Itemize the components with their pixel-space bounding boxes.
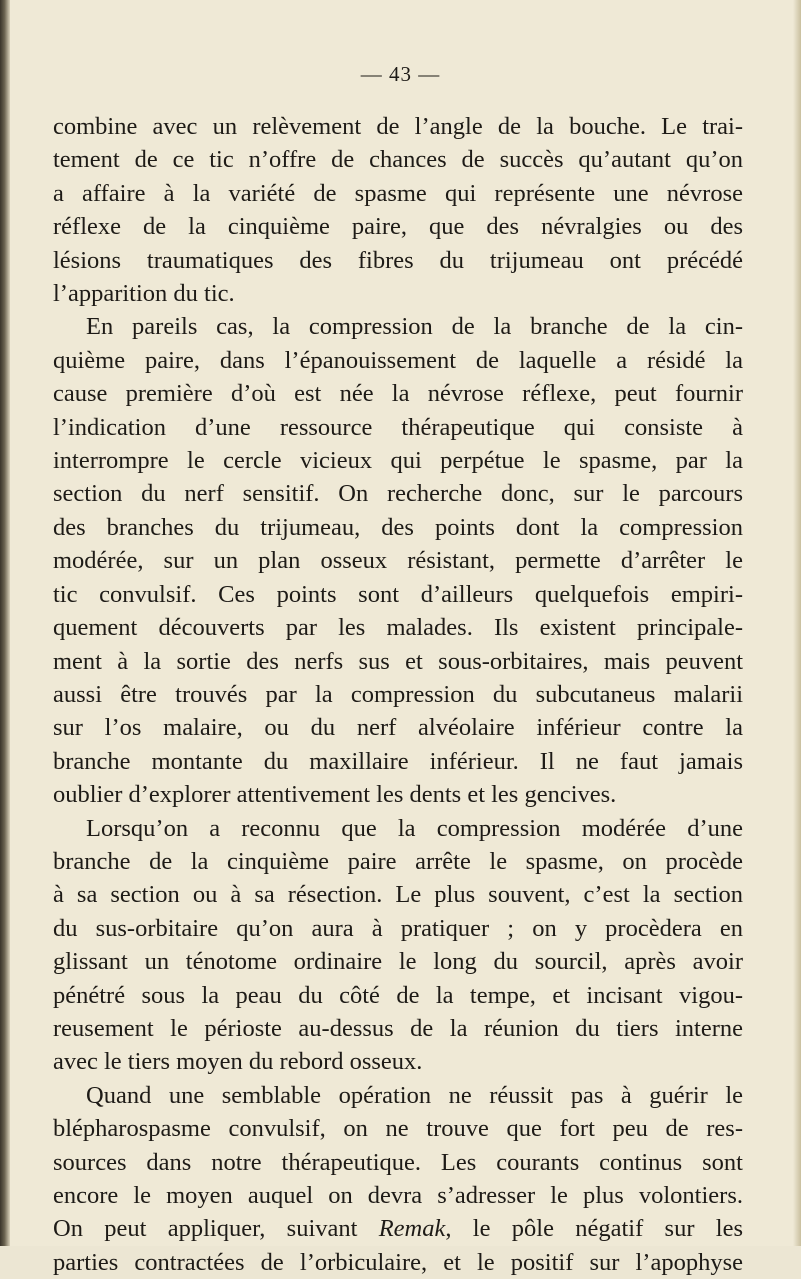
page-edge bbox=[793, 0, 801, 1246]
body-text bbox=[53, 110, 743, 1279]
text-line: pénétré sous la peau du côté de la tempe, et incisant vigou- bbox=[53, 981, 743, 1009]
text-line: quement découverts par les malades. Ils existent principale- bbox=[53, 614, 743, 642]
page-number: — 43 — bbox=[360, 62, 441, 86]
text-line: Lorsqu’on a reconnu que la compression modérée d’une bbox=[86, 814, 743, 842]
text-line: avec le tiers moyen du rebord osseux. bbox=[53, 1048, 423, 1076]
text-line: modérée, sur un plan osseux résistant, permette d’arrêter le bbox=[53, 547, 743, 575]
text-line: combine avec un relèvement de l’angle de la bouche. Le trai- bbox=[53, 113, 743, 140]
text-line: ment à la sortie des nerfs sus et sous-orbitaires, mais peuvent bbox=[53, 647, 743, 675]
paragraph bbox=[53, 110, 743, 310]
page-gutter bbox=[0, 0, 10, 1246]
text-line: a affaire à la variété de spasme qui représente une névrose bbox=[53, 179, 743, 207]
text-line: du sus-orbitaire qu’on aura à pratiquer ; on y procèdera en bbox=[53, 914, 743, 942]
text-line: lésions traumatiques des fibres du trijumeau ont précédé bbox=[53, 246, 743, 274]
text-line: tic convulsif. Ces points sont d’ailleurs quelquefois empiri- bbox=[53, 580, 743, 608]
italic-name: Remak bbox=[378, 1215, 446, 1243]
text-line: oublier d’explorer attentivement les dents et les gencives. bbox=[53, 781, 617, 809]
text-line: encore le moyen auquel on devra s’adresser le plus volontiers. bbox=[53, 1182, 743, 1209]
text-line: interrompre le cercle vicieux qui perpétue le spasme, par la bbox=[53, 447, 743, 475]
text-line: reusement le périoste au-dessus de la réunion du tiers interne bbox=[53, 1014, 743, 1042]
text-line: branche montante du maxillaire inférieur. Il ne faut jamais bbox=[53, 747, 743, 775]
text-line: En pareils cas, la compression de la branche de la cin- bbox=[86, 313, 743, 341]
text-line: sources dans notre thérapeutique. Les courants continus sont bbox=[53, 1148, 743, 1176]
text-line: sur l’os malaire, ou du nerf alvéolaire inférieur contre la bbox=[53, 714, 743, 742]
text-line: tement de ce tic n’offre de chances de succès qu’autant qu’on bbox=[53, 146, 743, 174]
text-line: réflexe de la cinquième paire, que des névralgies ou des bbox=[53, 213, 743, 241]
text-line: quième paire, dans l’épanouissement de laquelle a résidé la bbox=[53, 346, 743, 374]
text-line: l’indication d’une ressource thérapeutique qui consiste à bbox=[53, 413, 743, 441]
text-line: On peut appliquer, suivant Remak, le pôle négatif sur les bbox=[53, 1215, 743, 1243]
text-line: l’apparition du tic. bbox=[53, 280, 235, 308]
text-line: aussi être trouvés par la compression du subcutaneus malarii bbox=[53, 680, 743, 708]
text-line: des branches du trijumeau, des points dont la compression bbox=[53, 513, 743, 541]
text-line: à sa section ou à sa résection. Le plus souvent, c’est la section bbox=[53, 881, 743, 909]
paragraph bbox=[53, 812, 743, 1079]
text-line: branche de la cinquième paire arrête le spasme, on procède bbox=[53, 847, 743, 875]
paragraph bbox=[53, 310, 743, 811]
text-line: glissant un ténotome ordinaire le long du sourcil, après avoir bbox=[53, 948, 743, 976]
paragraph bbox=[53, 1079, 743, 1279]
text-line: section du nerf sensitif. On recherche donc, sur le parcours bbox=[53, 480, 743, 508]
text-line: blépharospasme convulsif, on ne trouve que fort peu de res- bbox=[53, 1115, 743, 1143]
text-line: cause première d’où est née la névrose réflexe, peut fournir bbox=[53, 380, 743, 408]
text-line: Quand une semblable opération ne réussit pas à guérir le bbox=[86, 1081, 743, 1109]
text-line: parties contractées de l’orbiculaire, et le positif sur l’apophyse bbox=[53, 1248, 743, 1276]
